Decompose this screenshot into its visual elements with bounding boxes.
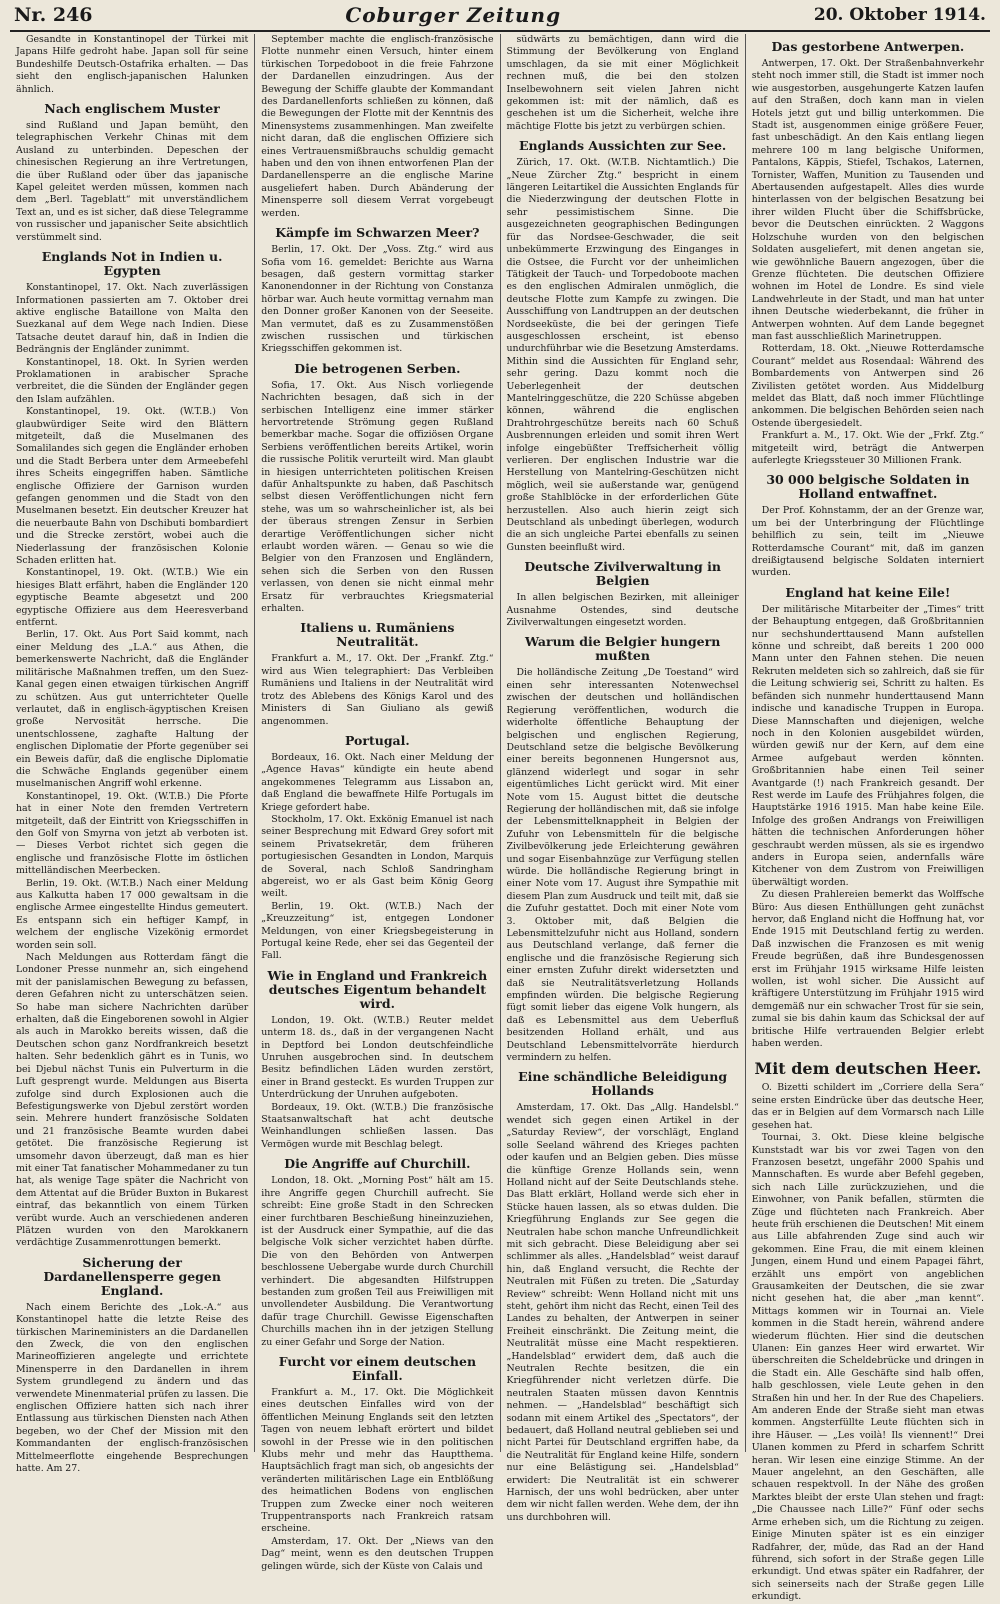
article-body [261,752,493,963]
article-headline: Nach englischem Muster [44,101,220,117]
article-body [261,34,493,220]
paragraph: Nach einem Berichte des „Lok.-A.“ aus Konstantinopel hatte die letzte Reise des türkischen Marineministers an die Dardanellen den Zweck, die von den englischen Marineoffizieren angelegte und errichtete Minensperre in den Dardanellen in ihrem System grundlegend zu ändern und das verwendete Minenmaterial prüfen zu lassen. Die englischen Offiziere hatten sich nach ihrer Entlassung aus türkischen Diensten nach Athen begeben, wo der Chef der Mission mit den Kommandanten der englisch-französischen Mittelmeerflotte eingehende Besprechungen hatte. Am 27. [16,1301,249,1475]
paragraph: Konstantinopel, 19. Okt. (W.T.B.) Die Pforte hat in einer Note den fremden Vertretern mitgeteilt, daß der Eintritt von Kriegsschiffen in den Golf von Smyrna von jetzt ab verboten ist. — Dieses Verbot richtet sich gegen die englische und französische Flotte im östlichen mittelländischen Meerbecken. [16,790,249,877]
article-body [752,58,984,467]
article-body [752,604,984,1051]
article-headline: Italiens u. Rumäniens Neutralität. [300,620,455,650]
article-headline: Wie in England und Frankreich deutsches Eigentum behandelt wird. [267,967,488,1011]
article-body [752,505,984,579]
article-body [16,34,248,96]
article-headline: Die betrogenen Serben. [294,360,461,376]
article-headline: Englands Not in Indien u. Egypten [41,249,223,279]
paragraph: Berlin, 19. Okt. (W.T.B.) Nach einer Meldung aus Kalkutta haben 17 000 gewaltsam in die englische Armee eingestellte Hindus gemeutert. Es entspann sich ein heftiger Kampf, in welchem der englische Vizekönig ermordet worden sein soll. [16,877,249,951]
article [507,139,739,554]
article-body [261,653,493,727]
paragraph: Bordeaux, 19. Okt. (W.T.B.) Die französische Staatsanwaltschaft hat acht deutsche Weinhandlungen schließen lassen. Das Vermögen wurde mit Beschlag belegt. [261,1101,494,1150]
article [507,635,739,1064]
article-body [16,1302,248,1476]
article-headline: Die Angriffe auf Churchill. [284,1156,471,1172]
article-headline: Eine schändliche Beleidigung Hollands [518,1069,728,1099]
article-headline: Warum die Belgier hungern mußten [524,634,721,664]
article [507,34,739,133]
paragraph: Bordeaux, 16. Okt. Nach einer Meldung der „Agence Havas“ kündigte ein heute abend angekommenes Telegramm aus Lissabon an, daß England die bewaffnete Hilfe Portugals im Kriege gefordert habe. [261,751,494,813]
article-headline: England hat keine Eile! [785,584,951,600]
article [261,1355,493,1573]
paragraph: Konstantinopel, 19. Okt. (W.T.B.) Von glaubwürdiger Seite wird den Blättern mitgeteilt, daß die Muselmanen des Somalilandes sich gegen die Engländer erhoben und die Stadt Berbera unter dem Armeebefehl ihres Scheits eingegriffen haben. Sämtliche englische Offiziere der Garnison wurden gefangen genommen und die Stadt von den Muselmanen besetzt. Ein deutscher Kreuzer hat die neuerbaute Bahn von Dschibuti bombardiert und die Strecke zerstört, wobei auch die Niederlassung der französischen Kolonie Schaden erlitten hat. [16,406,249,567]
paragraph: Berlin, 17. Okt. Der „Voss. Ztg.“ wird aus Sofia vom 16. gemeldet: Berichte aus Warna besagen, daß gestern vormittag starker Kanonendonner in der Richtung von Constanza hörbar war. Auch heute vormittag vernahm man den Donner großer Kanonen von der Seeseite. Man vermutet, daß es zu Zusammenstößen zwischen russischen und türkischen Kriegsschiffen gekommen ist. [261,244,494,355]
article [261,969,493,1151]
article [507,1070,739,1524]
paragraph: September machte die englisch-französische Flotte nunmehr einen Versuch, hinter einem türkischen Torpedoboot in die freie Fahrzone der Dardanellen einzudringen. Aus der Bewegung der Schiffe glaubte der Kommandant des Dardanellenforts schließen zu können, daß die Bewegungen der Flotte mit der Kenntnis des Minensystems zusammenhingen. Man zweifelte nicht daran, daß die englischen Offiziere sich eines Vertrauensmißbrauchs schuldig gemacht haben und den von ihnen entworfenen Plan der Dardanellensperre an die englische Marine ausgeliefert haben. Durch Abänderung der Minensperre soll diesem Verrat vorgebeugt werden. [261,34,494,219]
article-body [16,120,248,244]
paragraph: Frankfurt a. M., 17. Okt. Wie der „Frkf. Ztg.“ mitgeteilt wird, beträgt die Antwerpen auferlegte Kriegssteuer 30 Millionen Frank. [751,430,984,466]
paragraph: Konstantinopel, 18. Okt. In Syrien werden Proklamationen in arabischer Sprache verbreitet, die die Sünden der Engländer gegen den Islam aufzählen. [16,356,249,405]
article [752,40,984,467]
paragraph: Zürich, 17. Okt. (W.T.B. Nichtamtlich.) Die „Neue Zürcher Ztg.“ bespricht in einem längeren Leitartikel die Aussichten Englands für die Niederzwingung der deutschen Flotte in sehr pessimistischem Sinne. Die ausgezeichneten geographischen Bedingungen für das Nordsee-Geschwader, die seit unbekümmerte Erzwingung des Einganges in die Ostsee, die Furcht vor der unheimlichen Tätigkeit der Tauch- und Torpedoboote machen es den englischen Admiralen unmöglich, die deutsche Flotte zum Kampfe zu zwingen. Die Ausschiffung von Landtruppen an der deutschen Nordseeküste, die bei der geringen Tiefe ausgeschlossen erscheint, ist ebenso undurchführbar wie die Besetzung Amsterdams. Mithin sind die Aussichten für England sehr, sehr gering. Dazu kommt noch die Ueberlegenheit der deutschen Mantelringgeschütze, die 220 Schüsse abgeben können, während die englischen Drahtrohrgeschütze bereits nach 60 Schuß Ausbrennungen erleiden und somit ihren Wert infolge eingebüßter Treffsicherheit völlig verlieren. Der englischen Industrie war die Herstellung von Mantelring-Geschützen nicht möglich, weil sie außerstande war, genügend große Stahlblöcke in der erforderlichen Güte herzustellen. Also auch hierin zeigt sich Deutschland als unbedingt überlegen, wodurch die an sich ungleiche Partei ebenfalls zu seinen Gunsten beeinflußt wird. [506,157,739,553]
paragraph: Zu diesen Prahlereien bemerkt das Wolffsche Büro: Aus diesen Enthüllungen geht zunächst hervor, daß England nicht die Hoffnung hat, vor Ende 1915 mit Deutschland fertig zu werden. Daß inzwischen die Franzosen es mit wenig Freude begrüßen, daß ihre Bundesgenossen erst im Frühjahr 1915 wirksame Hilfe leisten wollen, ist wohl sicher. Die Aussicht auf kräftigere Unterstützung im Frühjahr 1915 wird demgemäß nur ein schwacher Trost für sie sein, zumal sie bis dahin kaum das Schicksal der auf britische Hilfe vertrauenden Belgier erlebt haben werden. [751,889,984,1050]
paragraph: sind Rußland und Japan bemüht, den telegraphischen Verkehr Chinas mit dem Ausland zu unterbinden. Depeschen der chinesischen Regierung an ihre Vertretungen, die über Rußland oder über das japanische Kapel geleitet werden müssen, kommen nach dem „Berl. Tageblatt“ mit unverständlichem Text an, und es ist sicher, daß diese Telegramme von russischer und japanischer Seite absichtlich verstümmelt sind. [16,120,249,243]
paragraph: Die holländische Zeitung „De Toestand“ wird einen sehr interessanten Notenwechsel zwischen der deutschen und holländischen Regierung veröffentlichen, wodurch die widerholte öffentliche Behauptung der belgischen und englischen Regierung, Deutschland setze die belgische Bevölkerung einer bereits begonnenen Hungersnot aus, glänzend widerlegt und sogar in sehr eigentümliches Licht gerückt wird. Mit einer Note vom 15. August bittet die deutsche Regierung der holländischen mit, daß sie infolge der Lebensmittelknappheit in Belgien der Zufuhr von Lebensmitteln für die belgische Zivilbevölkerung jede Erleichterung gewähren und sogar Eisenbahnzüge zur Verfügung stellen würde. Die holländische Regierung bringt in einer Note vom 17. August ihre Sympathie mit diesem Plan zum Ausdruck und teilt mit, daß sie die Zufuhr gestattet. Doch mit einer Note vom 3. Oktober mit, daß Belgien die Lebensmittelzufuhr nicht aus Holland, sondern aus Deutschland verlange, daß ferner die englische und die französische Regierung sich einer ernsten Zufuhr direkt widersetzten und daß sie Neutralitätsverletzung Hollands empfinden würden. Die belgische Regierung fügt somit lieber das eigene Volk hungern, als daß es Lebensmittel aus dem Ueberfluß besitzenden Holland erhält, und aus Deutschland Lebensmittelvorräte hierdurch vermindern zu helfen. [506,667,739,1064]
article [752,586,984,1051]
paragraph: Amsterdam, 17. Okt. Der „Niews van den Dag“ meint, wenn es den deutschen Truppen gelingen würde, sich der Küste von Calais und [261,1535,494,1572]
article-body [16,282,248,1250]
paragraph: Nach Meldungen aus Rotterdam fängt die Londoner Presse nunmehr an, sich eingehend mit der panislamischen Bewegung zu befassen, deren Gefahren nicht zu unterschätzen seien. So habe man sichere Nachrichten darüber erhalten, daß die Eingeborenen sowohl in Algier als auch in Marokko bereits wissen, daß die Deutschen schon ganz Nordfrankreich besetzt halten. Sehr bedenklich gährt es in Tunis, wo bei Djebul nächst Tunis ein Pulverturm in die Luft gesprengt wurde. Meldungen aus Biserta zufolge sind durch Explosionen auch die Befestigungswerke von Djebul zerstört worden sein. Mehrere hundert französische Soldaten und 21 französische Beamte wurden dabei getötet. Die französische Regierung ist umsomehr davon überzeugt, daß man es hier mit einer Tat fanatischer Mohammedaner zu tun hat, als wenige Tage später die Nachricht von dem Attentat auf die Brüder Buxton in Bukarest eintraf, das bekanntlich von einem Türken verübt wurde. Auch an verschiedenen anderen Plätzen wurden von den Marokkanern verdächtige Zusammenrottungen bemerkt. [16,952,249,1249]
article [261,1157,493,1349]
article-headline: Kämpfe im Schwarzen Meer? [275,225,480,241]
paragraph: Frankfurt a. M., 17. Okt. Der „Frankf. Ztg.“ wird aus Wien telegraphiert: Das Verbleiben Rumäniens und Italiens in der Neutralität wird trotz des Ablebens des Königs Karol und des Ministers di San Giuliano als gewiß angenommen. [261,653,494,727]
article [261,34,493,220]
article [261,621,493,727]
article-body [261,1175,493,1349]
article-body [507,157,739,554]
paragraph: London, 18. Okt. „Morning Post“ hält am 15. ihre Angriffe gegen Churchill aufrecht. Sie schreibt: Eine große Stadt in den Schrecken einer furchtbaren Beschießung hineinzuziehen, ist der Ausdruck einer Sympathie, auf die das belgische Volk sicher verzichtet haben dürfte. Die von den Behörden von Antwerpen beschlossene Uebergabe wurde durch Churchill verhindert. Die abgesandten Hilfstruppen bestanden zum großen Teil aus Freiwilligen mit unvollendeter Ausbildung. Die Verantwortung dafür trage Churchill. Gewisse Eigenschaften Churchills machen ihn in der jetzigen Stellung zu einer Gefahr und Sorge der Nation. [261,1175,494,1348]
paragraph: Sofia, 17. Okt. Aus Nisch vorliegende Nachrichten besagen, daß sich in der serbischen Intelligenz eine immer stärker hervortretende Strömung gegen Rußland bemerkbar mache. Sogar die offiziösen Organe Serbiens veröffentlichen bereits Artikel, worin die russische Politik verurteilt wird. Man glaubt in hiesigen unterrichteten politischen Kreisen dafür Anhaltspunkte zu haben, daß Paschitsch selbst diesen Veröffentlichungen nicht fern stehe, was um so wahrscheinlicher ist, als bei der überaus strengen Zensur in Serbien derartige Veröffentlichungen sicher nicht erlaubt worden wären. — Genau so wie die Belgier von den Franzosen und Engländern, sehen sich die Serben von den Russen verlassen, von denen sie nicht einmal mehr Ersatz für verbrauchtes Kriegsmaterial erhalten. [261,379,494,615]
column-4 [746,34,990,1603]
article-body [507,667,739,1064]
article-body [261,380,493,616]
article-body [507,592,739,629]
paragraph: In allen belgischen Bezirken, mit alleiniger Ausnahme Ostendes, sind deutsche Zivilverwaltungen eingesetzt worden. [506,592,739,629]
paragraph: Der militärische Mitarbeiter der „Times“ tritt der Behauptung entgegen, daß Großbritannien nur sechshunderttausend Mann aufstellen könne und schreibt, daß bereits 1 200 000 Mann unter den Fahnen stehen. Die neuen Rekruten meldeten sich so zahlreich, daß sie für die Leitung schwierig sei, Schritt zu halten. Es befänden sich nunmehr hunderttausend Mann indische und kanadische Truppen in Europa. Diese Mannschaften und diejenigen, welche noch in den Kolonien ausgebildet würden, würden gewiß nur der Kern, auf dem eine Armee aufgebaut werden könnten. Großbritannien habe einen Teil seiner Avantgarde (!) nach Frankreich gesandt. Der Rest werde im Laufe des Frühjahres folgen, die Hauptstärke 1916 1915. Man habe keine Eile. Infolge des großen Andrangs von Freiwilligen hätten die technischen Anforderungen höher geschraubt werden müssen, als sie es irgendwo anders in Europa seien, andernfalls wäre Kitchener von dem Zustrom von Freiwilligen überwältigt worden. [751,603,984,888]
paragraph: Antwerpen, 17. Okt. Der Straßenbahnverkehr steht noch immer still, die Stadt ist immer noch wie ausgestorben, ausgehungerte Katzen laufen auf den Straßen, doch kann man in vielen Hotels jetzt gut und billig unterkommen. Die Stadt ist, ausgenommen einige größere Feuer, fast unbeschädigt. An den Kais entlang liegen mehrere 100 m lang belgische Uniformen, Pantalons, Käppis, Stiefel, Tschakos, Laternen, Tornister, Waffen, Munition zu Tausenden und Abertausenden aufgestapelt. Alles dies wurde hinterlassen von der belgischen Besatzung bei ihrer wilden Flucht über die Schiffsbrücke, bevor die Deutschen einrückten. 2 Waggons Holzschuhe wurden von den belgischen Soldaten ausgeliefert, mit denen angetan sie, wie gewöhnliche Bauern angezogen, über die Grenze flüchteten. Die deutschen Offiziere wohnen im Hotel de Londre. Es sind viele Landwehrleute in der Stadt, und man hat unter ihnen Deutsche wiederbekannt, die früher in Antwerpen wohnten. Auf dem Lande begegnet man fast ausschließlich Marinetruppen. [751,58,984,342]
paragraph: südwärts zu bemächtigen, dann wird die Stimmung der Bevölkerung von England umschlagen, da sie mit einer Möglichkeit rechnen muß, die bei den stolzen Inselbewohnern seit vielen Jahren nicht gekommen ist: mit der nämlich, daß es geschehen ist um die Sicherheit, welche ihre mächtige Flotte bis jetzt zu verbürgen schien. [506,34,739,132]
paragraph: Tournai, 3. Okt. Diese kleine belgische Kunststadt war bis vor zwei Tagen von den Franzosen besetzt, ungefähr 2000 Spahis und Mannschaften. Es wurde aber Befehl gegeben, sich nach Lille zurückzuziehen, und die Einwohner, von Panik befallen, stürmten die Züge und flüchteten nach Frankreich. Aber heute früh erschienen die Deutschen! Mit einem aus Lille abfahrenden Zuge sind auch wir gekommen. Eine Frau, die mit einem kleinen Jungen, einem Hund und einem Papagei fährt, erzählt uns empört von angeblichen Grausamkeiten der Deutschen, die sie zwar nicht gesehen hat, die aber „man kennt“. Mittags kommen wir in Tournai an. Viele kommen in die Stadt herein, während andere wiederum flüchten. Hier sind die deutschen Ulanen: Ein ganzes Heer wird erwartet. Wir überschreiten die Scheldebrücke und dringen in die Stadt ein. Alle Geschäfte sind halb offen, halb geschlossen, viele Leute gehen in den Straßen hin und her. In der Rue des Chapeliers. Am anderen Ende der Straße sieht man etwas kommen. Angsterfüllte Leute flüchten sich in ihre Häuser. — „Les voilà! Ils viennent!“ Drei Ulanen kommen zu Pferd in scharfem Schritt heran. Wir lesen eine einzige Stimme. An der Mauer angelehnt, an den Geschäften, alle schauen respektvoll. In der Nähe des großen Marktes bleibt der erste Ulan stehen und fragt: „Die Chaussee nach Lille?“ Fünf oder sechs Arme erheben sich, um die Richtung zu zeigen. Einige Minuten später ist es ein einziger Radfahrer, der, müde, das Rad an der Hand führend, sich sofort in der Straße gegen Lille erkundigt. Und etwas später ein Radfahrer, der sich seinerseits nach der Straße gegen Lille erkundigt. [751,1132,984,1603]
article-headline: Englands Aussichten zur See. [518,138,727,154]
paragraph: Der Prof. Kohnstamm, der an der Grenze war, um bei der Unterbringung der Flüchtlinge behilflich zu sein, teilt im „Nieuwe Rotterdamsche Courant“ mit, daß im ganzen dreißigtausend belgische Soldaten interniert wurden. [751,505,984,579]
paragraph: Konstantinopel, 17. Okt. Nach zuverlässigen Informationen passierten am 7. Oktober drei aktive englische Bataillone von Malta den Suezkanal auf dem Wege nach Indien. Diese Tatsache deutet darauf hin, daß in Indien die Bedrängnis der Engländer zunimmt. [16,282,249,356]
column-2 [255,34,500,1572]
article-headline: Sicherung der Dardanellensperre gegen England. [43,1254,221,1298]
column-3 [501,34,746,1523]
article [261,226,493,356]
article-headline: Mit dem deutschen Heer. [754,1059,982,1079]
article-body [752,1082,984,1603]
article-body [507,34,739,133]
article-headline: Deutsche Zivilverwaltung in Belgien [524,559,721,589]
article [752,473,984,579]
paragraph: Konstantinopel, 19. Okt. (W.T.B.) Wie ein hiesiges Blatt erfährt, haben die Engländer 120 egyptische Beamte abgesetzt und 200 egyptische Offiziere aus dem Heeresverband entfernt. [16,567,249,629]
paragraph: Amsterdam, 17. Okt. Das „Allg. Handelsbl.“ wendet sich gegen einen Artikel in der „Saturday Review“, der vorschlägt, England solle Seeland während des Krieges pachten oder kaufen und an Belgien geben. Dies müsse die künftige Grenze Hollands sein, wenn Holland nicht auf der Seite Deutschlands stehe. Das Blatt erklärt, Holland werde sich eher in Stücke hauen lassen, als so etwas dulden. Die Kriegführung Englands zur See gegen die Neutralen habe schon manche Unfreundlichkeit mit sich gebracht. Diese Beleidigung aber sei schlimmer als alles. „Handelsblad“ weist darauf hin, daß England versucht, die Rechte der Neutralen mit Füßen zu treten. Die „Saturday Review“ schreibt: Wenn Holland nicht mit uns steht, gehört ihm nicht das Recht, einen Teil des Landes zu behalten, der Antwerpen in seiner Freiheit einschränkt. Die Zeitung meint, die Neutralität müsse eine Macht respektieren. „Handelsblad“ erwidert dem, daß auch die Neutralen Rechte besitzen, die ein Kriegführender nicht verletzen dürfe. Die neutralen Staaten müssen davon Kenntnis nehmen. — „Handelsblad“ beschäftigt sich sodann mit einem Artikel des „Spectators“, der bedauert, daß Holland neutral geblieben sei und nicht Partei für Deutschland ergriffen habe, da die Neutralität für England keine Hilfe, sondern nur eine Belästigung sei. „Handelsblad“ erwidert: Die Neutralität ist ein schwerer Harnisch, der uns wohl bedrücken, aber unter dem wir nicht fallen werden. Wehe dem, der ihn uns durchbohren will. [506,1102,739,1523]
article [16,34,248,96]
paragraph: Stockholm, 17. Okt. Exkönig Emanuel ist nach seiner Besprechung mit Edward Grey sofort mit seinem Privatsekretär, dem früheren portugiesischen Gesandten in London, Marquis de Soveral, nach Schloß Sandringham abgereist, wo er als Gast beim König Georg weilt. [261,813,494,900]
article-headline: Furcht vor einem deutschen Einfall. [278,1353,477,1383]
paragraph: Gesandte in Konstantinopel der Türkei mit Japans Hilfe gedroht habe. Japan soll für seine Bundeshilfe Deutsch-Ostafrika erhalten. — Das sieht den englisch-japanischen Halunken ähnlich. [16,34,249,95]
columns [10,34,990,1603]
article [261,362,493,616]
newspaper-title: Coburger Zeitung [345,3,562,27]
article [16,102,248,244]
article [507,560,739,629]
article-headline: Das gestorbene Antwerpen. [771,39,965,54]
article-body [507,1102,739,1524]
issue-date: 20. Oktober 1914. [813,5,986,25]
article [16,250,248,1250]
paragraph: London, 19. Okt. (W.T.B.) Reuter meldet unterm 18. ds., daß in der vergangenen Nacht in Deptford bei London deutschfeindliche Unruhen ausgebrochen sind. In deutschem Besitz befindlichen Läden wurden zerstört, einer in Brand gesteckt. Es wurden Truppen zur Unterdrückung der Unruhen aufgeboten. [261,1014,494,1101]
issue-number: Nr. 246 [14,4,93,26]
article-body [261,1387,493,1573]
paragraph: Rotterdam, 18. Okt. „Nieuwe Rotterdamsche Courant“ meldet aus Rosendaal: Während des Bombardements von Antwerpen sind 26 Zivilisten getötet worden. Aus Middelburg meldet das Blatt, daß noch immer Flüchtlinge ankommen. Die belgischen Behörden seien nach Ostende übergesiedelt. [751,343,984,429]
paragraph: Berlin, 19. Okt. (W.T.B.) Nach der „Kreuzzeitung“ ist, entgegen Londoner Meldungen, von einer Kriegsbegeisterung in Portugal keine Rede, eher sei das Gegenteil der Fall. [261,900,494,962]
article [16,1256,248,1476]
article-headline: Portugal. [344,732,410,748]
masthead [10,0,990,32]
paragraph: O. Bizetti schildert im „Corriere della Sera“ seine ersten Eindrücke über das deutsche Heer, das er in Belgien auf dem Vormarsch nach Lille gesehen hat. [751,1082,984,1131]
article-body [261,1015,493,1151]
paragraph: Berlin, 17. Okt. Aus Port Said kommt, nach einer Meldung des „L.A.“ aus Athen, die bemerkenswerte Nachricht, daß die Engländer militärische Maßnahmen treffen, um den Suez-Kanal gegen einen etwaigen türkischen Angriff zu schützen. Aus gut unterrichteter Quelle verlautet, daß in englisch-ägyptischen Kreisen große Nervosität herrsche. Die unentschlossene, zaghafte Haltung der englischen Diplomatie der Pforte gegenüber sei ein Beweis dafür, daß die englische Diplomatie die Schwäche Englands gegenüber einem muselmanischen Angriff wohl erkenne. [16,629,249,790]
article [261,734,493,963]
article [752,1060,984,1603]
article-body [261,244,493,356]
paragraph: Frankfurt a. M., 17. Okt. Die Möglichkeit eines deutschen Einfalles wird von der öffentlichen Meinung Englands seit den letzten Tagen von neuem lebhaft erörtert und bildet sowohl in der Presse wie in den politischen Klubs mehr und mehr das Hauptthema. Hauptsächlich fragt man sich, ob angesichts der veränderten militärischen Lage ein Entblößung des heimatlichen Bodens von englischen Truppen zum Zwecke einer noch weiteren Truppentransports nach Frankreich ratsam erscheine. [261,1386,494,1535]
article-headline: 30 000 belgische Soldaten in Holland entwaffnet. [766,472,970,502]
column-1 [10,34,255,1475]
